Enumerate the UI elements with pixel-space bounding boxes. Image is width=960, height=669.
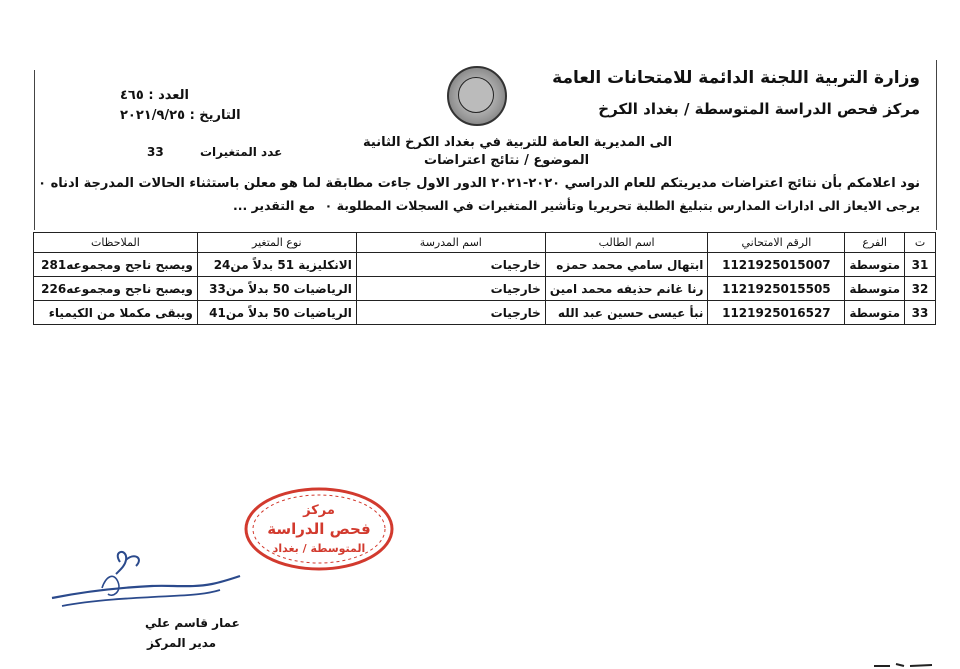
header-cell-change-type: نوع المتغير <box>197 233 356 253</box>
cell-branch: متوسطة <box>845 301 905 325</box>
cell-student-name: رنا غانم حذيفه محمد امين <box>545 277 708 301</box>
cell-notes: ويصبح ناجح ومجموعه226 <box>34 277 198 301</box>
cell-change-type: الرياضيات 50 بدلاً من33 <box>197 277 356 301</box>
cell-exam-number: 1121925015007 <box>708 253 845 277</box>
letter-date: التاريخ : ٢٠٢١/٩/٢٥ <box>120 108 241 123</box>
cell-exam-number: 1121925016527 <box>708 301 845 325</box>
cell-number: 31 <box>905 253 936 277</box>
header-cell-student-name: اسم الطالب <box>545 233 708 253</box>
cell-school-name: خارجيات <box>356 301 545 325</box>
center-heading: مركز فحص الدراسة المتوسطة / بغداد الكرخ <box>598 100 920 118</box>
cell-exam-number: 1121925015505 <box>708 277 845 301</box>
header-cell-branch: الفرع <box>845 233 905 253</box>
table-header-row <box>34 233 936 253</box>
header-cell-exam-number: الرقم الامتحاني <box>708 233 845 253</box>
changes-count-label: عدد المتغيرات <box>200 145 283 159</box>
cell-change-type: الرياضيات 50 بدلاً من41 <box>197 301 356 325</box>
cell-school-name: خارجيات <box>356 253 545 277</box>
cut-off-text-fragment <box>870 660 940 669</box>
center-stamp <box>243 486 395 572</box>
changes-table <box>33 232 936 325</box>
stamp-line-2: فحص الدراسة <box>267 520 371 538</box>
regards-line: مع التقدير ... <box>233 198 315 213</box>
signer-name: عمار قاسم علي <box>145 616 240 630</box>
letter-number: العدد : ٤٦٥ <box>120 88 189 103</box>
cell-student-name: ابتهال سامي محمد حمزه <box>545 253 708 277</box>
cell-change-type: الانكليزية 51 بدلاً من24 <box>197 253 356 277</box>
cell-notes: ويبقى مكملا من الكيمياء <box>34 301 198 325</box>
frame-left-border <box>34 70 35 230</box>
cell-number: 32 <box>905 277 936 301</box>
handwritten-signature <box>42 548 242 618</box>
frame-right-border <box>936 60 937 230</box>
cell-branch: متوسطة <box>845 253 905 277</box>
table-row <box>34 277 936 301</box>
letter-body-line-2: يرجى الايعاز الى ادارات المدارس بتبليغ الطلبة تحريريا وتأشير المتغيرات في السجلات المطلوبة ٠ <box>324 198 920 213</box>
table-row <box>34 301 936 325</box>
stamp-line-1: مركز <box>303 503 335 518</box>
letter-body-line-1: نود اعلامكم بأن نتائج اعتراضات مديريتكم للعام الدراسي ٢٠٢٠-٢٠٢١ الدور الاول جاءت مطابقة لما هو معلن باستثناء الحالات المدرجة ادناه ٠ <box>38 176 920 191</box>
subject-line: الموضوع / نتائج اعتراضات <box>424 153 590 168</box>
header-cell-notes: الملاحظات <box>34 233 198 253</box>
cell-branch: متوسطة <box>845 277 905 301</box>
recipient-line: الى المديرية العامة للتربية في بغداد الكرخ الثانية <box>363 135 673 150</box>
table-row <box>34 253 936 277</box>
ministry-heading: وزارة التربية اللجنة الدائمة للامتحانات العامة <box>552 68 920 88</box>
cell-notes: ويصبح ناجح ومجموعه281 <box>34 253 198 277</box>
ministry-emblem-icon <box>447 66 507 126</box>
cell-number: 33 <box>905 301 936 325</box>
cell-student-name: نبأ عيسى حسين عبد الله <box>545 301 708 325</box>
cell-school-name: خارجيات <box>356 277 545 301</box>
signer-title: مدير المركز <box>147 636 217 650</box>
stamp-line-3: المتوسطة / بغداد <box>272 542 366 555</box>
header-cell-school-name: اسم المدرسة <box>356 233 545 253</box>
header-cell-number: ت <box>905 233 936 253</box>
changes-count-value: 33 <box>147 145 164 159</box>
